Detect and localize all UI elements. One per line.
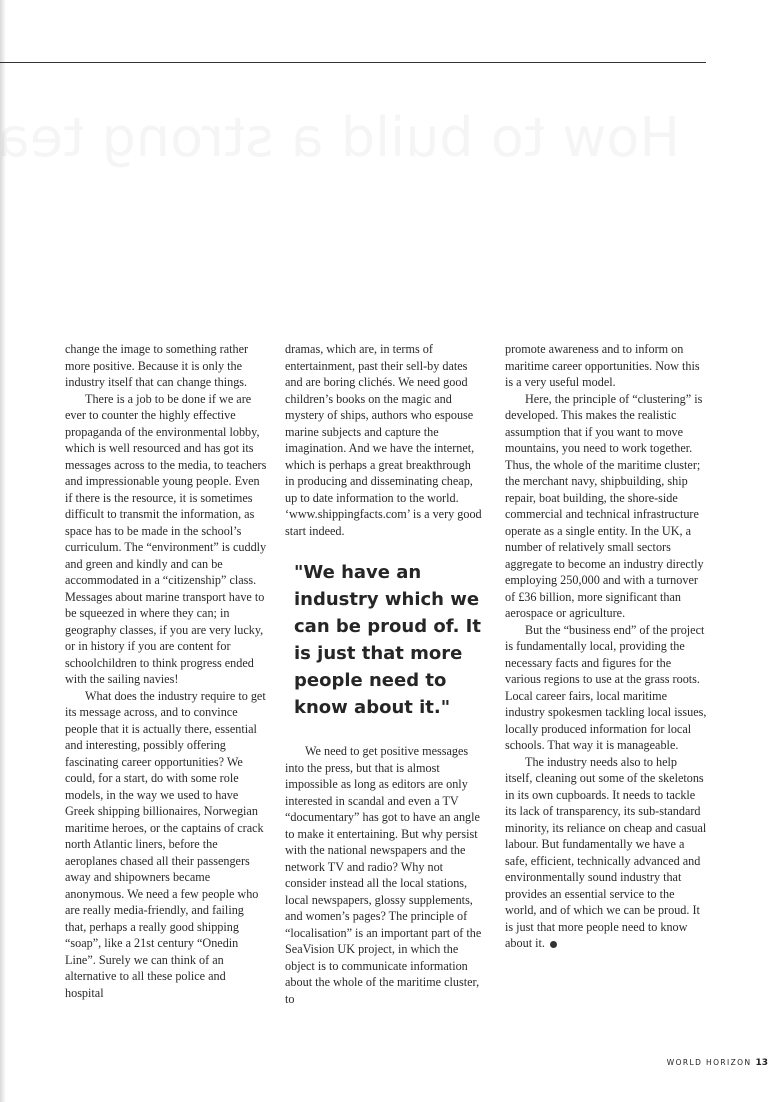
page-number: 13: [755, 1058, 768, 1068]
paragraph: We need to get positive messages into the press, but that is almost impossible as long as editors are only interested in scandal and even a TV “documentary” has got to have an angle to make it entertaining. But why persist with the national newspapers and the network TV and radio? Why not consider instead all the local stations, local newspapers, glossy supplements, and women’s pages? The principle of “localisation” is an important part of the SeaVision UK project, in which the object is to communicate information about the whole of the maritime cluster, to: [285, 744, 482, 1006]
article-column-1: [65, 341, 267, 1001]
paragraph: But the “business end” of the project is fundamentally local, providing the necessary facts and figures for the various regions to use at the grass roots. Local career fairs, local maritime industry spokesmen tackling local issues, locally produced information for local schools. That way it is manageable.: [505, 622, 707, 752]
paragraph: [505, 754, 707, 952]
paragraph: change the image to something rather more positive. Because it is only the industry itself that can change things.: [65, 342, 249, 389]
paragraph: dramas, which are, in terms of entertainment, past their sell-by dates and are boring clichés. We need good children’s books on the magic and mystery of ships, authors who espouse marine subjects and capture the imagination. And we have the internet, which is perhaps a great breakthrough in producing and disseminating cheap, up to date information to the world. ‘www.shippingfacts.com’ is a very good start indeed.: [285, 342, 482, 538]
publication-name: WORLD HORIZON: [666, 1058, 752, 1067]
article-column-2: [285, 341, 483, 1007]
paragraph: Here, the principle of “clustering” is developed. This makes the realistic assumption that if you want to move mountains, you need to work together. Thus, the whole of the maritime cluster; the merchant navy, shipbuilding, ship repair, boat building, the shore-side commercial and technical infrastructure operate as a single entity. In the UK, a number of relatively small sectors aggregate to become an industry directly employing 250,000 and with a turnover of £36 billion, more significant than aerospace or agriculture.: [505, 391, 704, 620]
article-column-3: [505, 341, 707, 952]
final-paragraph-text: The industry needs also to help itself, cleaning out some of the skeletons in its own cupboards. It needs to tackle its lack of transparency, its sub-standard minority, its reliance on cheap and casual labour. But fundamentally we have a safe, efficient, technically advanced and environmentally sound industry that provides an essential service to the world, and of which we can be proud. It is just that more people need to know about it.: [505, 754, 707, 950]
paragraph: What does the industry require to get its message across, and to convince people that it is actually there, essential and interesting, possibly offering fascinating career opportunities? We could, for a start, do with some role models, in the way we used to have Greek shipping billionaires, Norwegian maritime heroes, or the captains of crack north Atlantic liners, before the aeroplanes chased all their passengers away and shipowners became anonymous. We need a few people who are really media-friendly, and failing that, perhaps a really good shipping “soap”, like a 21st century “Onedin Line”. Surely we can think of an alternative to all these police and hospital: [65, 688, 266, 1000]
pull-quote: "We have an industry which we can be proud of. It is just that more people need to know about it.": [294, 562, 481, 718]
header-rule: [0, 62, 706, 63]
paragraph: promote awareness and to inform on maritime career opportunities. Now this is a very useful model.: [505, 342, 700, 389]
show-through-title: [300, 108, 680, 168]
end-mark-icon: [550, 941, 557, 948]
paragraph: There is a job to be done if we are ever to counter the highly effective propaganda of the environmental lobby, which is well resourced and has got its messages across to the media, to teachers and impressionable young people. Even if there is the resource, it is sometimes difficult to transmit the information, as space has to be made in the school’s curriculum. The “environment” is cuddly and green and kindly and can be accommodated in a “citizenship” class. Messages about marine transport have to be squeezed in where they can; in geography classes, if you are very lucky, or in history if you are content for schoolchildren to think progress ended with the sailing navies!: [65, 391, 267, 686]
page-footer: [667, 1058, 768, 1068]
